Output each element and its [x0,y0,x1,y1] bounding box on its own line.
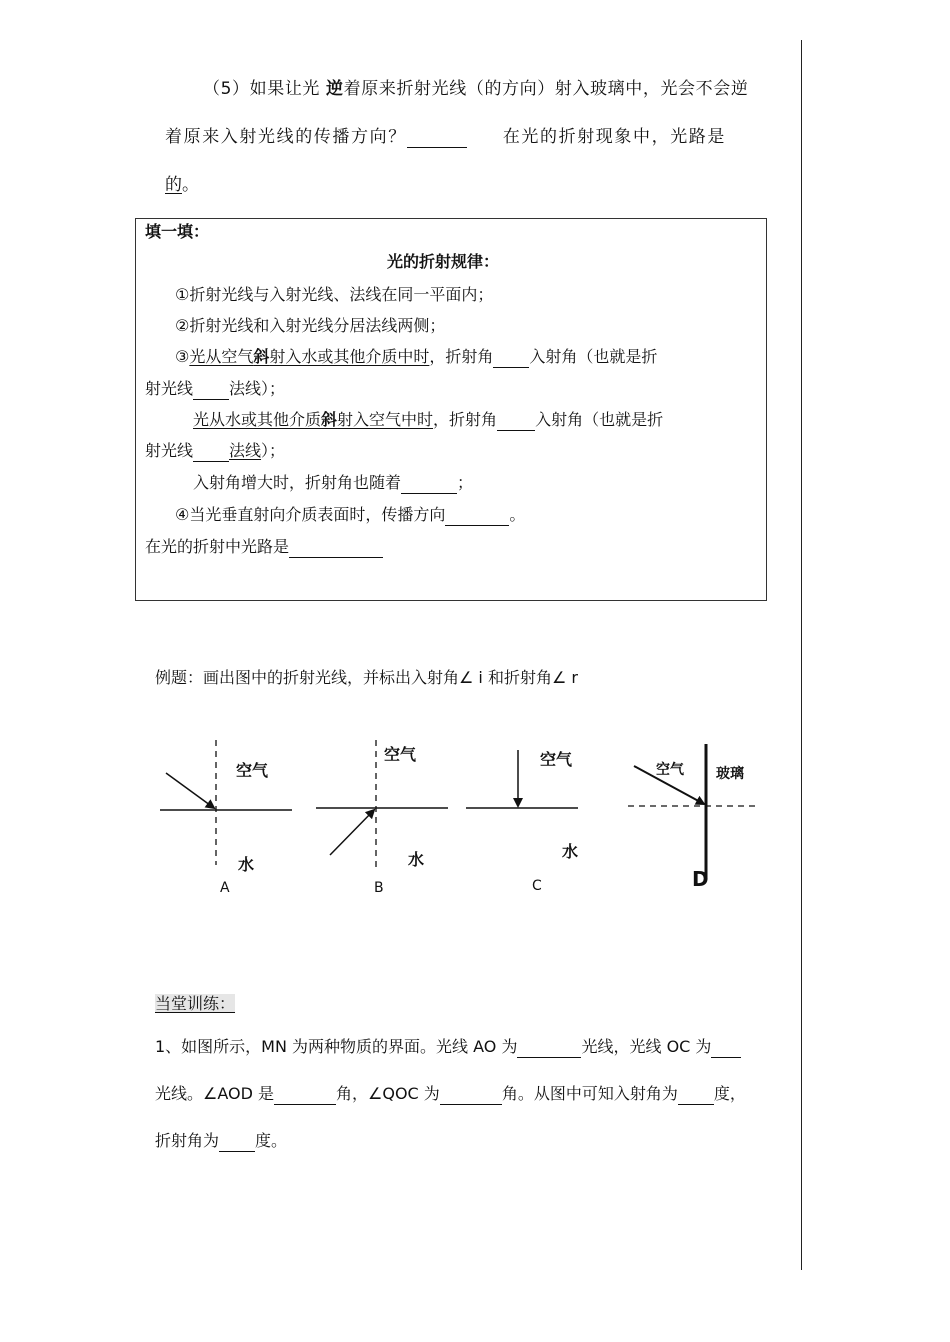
label-air-b: 空气 [384,745,417,764]
example-prompt: 例题：画出图中的折射光线，并标出入射角∠ i 和折射角∠ r [155,668,578,687]
practice-blank-6[interactable] [219,1133,255,1152]
rule-6-end: 。 [509,505,526,524]
q5-line-3 [165,174,199,196]
q5-line3-end: 。 [182,175,199,195]
rule-4-line2-b: 法线 [229,441,262,460]
rule-6-blank[interactable] [445,507,509,526]
rule-2: ②折射光线和入射光线分居法线两侧； [175,316,446,335]
label-air-a: 空气 [236,761,269,780]
q5-line2-text: 着原来入射光线的传播方向？ [165,127,407,147]
practice-l3-b: 度。 [255,1131,288,1150]
rule-3-underlined-a: 光从空气 [189,347,254,366]
label-c: C [532,878,542,894]
rule-5-text: 入射角增大时，折射角也随着 [193,473,402,492]
diagram-a [160,740,292,896]
rule-3-line-2 [145,378,285,400]
rule-3-text-b: 入射角（也就是折 [529,347,658,366]
practice-l2-a: 光线。∠AOD 是 [155,1084,275,1103]
practice-line-2 [155,1083,746,1105]
practice-l3-a: 折射角为 [155,1131,220,1150]
rule-5-end: ； [457,473,474,492]
practice-blank-2[interactable] [711,1039,741,1058]
rule-3-line2-b: 法线）； [229,379,286,398]
diagram-b [316,740,448,896]
q5-text-a: 如果让光 [249,79,327,99]
rule-3-bold: 斜 [253,347,270,366]
rule-7 [145,536,383,558]
diagram-c [466,750,578,894]
practice-l2-c: 角。从图中可知入射角为 [501,1084,678,1103]
label-air-c: 空气 [540,750,573,769]
diagram-d [628,744,760,891]
practice-l2-b: 角，∠QOC 为 [336,1084,440,1103]
rule-4-underlined-a: 光从水或其他介质 [193,410,322,429]
rule-4 [193,409,663,431]
practice-blank-1[interactable] [517,1039,581,1058]
q5-line-1 [203,78,748,100]
rule-4-text-a: ，折射角 [433,410,498,429]
practice-blank-4[interactable] [440,1086,502,1105]
margin-rule [801,40,802,1270]
rule-3 [175,346,657,368]
rule-4-bold: 斜 [321,410,338,429]
rule-3-text-a: ，折射角 [429,347,494,366]
rule-3-number: ③ [175,347,190,366]
rule-3-blank-1[interactable] [493,349,529,368]
refraction-diagrams [150,730,770,910]
practice-l1-b: 光线，光线 OC 为 [581,1037,712,1056]
label-water-b: 水 [408,850,425,869]
rule-5 [193,472,473,494]
rule-4-underlined-b: 射入空气中时 [337,410,434,429]
practice-line-1 [155,1036,741,1058]
rule-7-text: 在光的折射中光路是 [145,537,290,556]
q5-bold-word: 逆 [326,79,344,99]
label-water-a: 水 [238,855,255,874]
q5-line2-tail: 在光的折射现象中，光路是 [502,127,727,147]
practice-l1-a: 1、如图所示，MN 为两种物质的界面。光线 AO 为 [155,1037,518,1056]
rule-4-text-b: 入射角（也就是折 [535,410,664,429]
practice-heading-text: 当堂训练： [155,994,236,1013]
rule-4-line-2 [145,440,285,462]
rule-3-blank-2[interactable] [193,381,229,400]
rule-5-blank[interactable] [401,475,457,494]
rule-4-line2-c: ）； [261,441,286,460]
rule-6-text: ④当光垂直射向介质表面时，传播方向 [175,505,446,524]
practice-line-3 [155,1130,287,1152]
practice-l2-d: 度， [713,1084,746,1103]
rule-1: ①折射光线与入射光线、法线在同一平面内； [175,285,494,304]
rule-4-blank-1[interactable] [497,412,535,431]
incident-ray-b [330,810,374,855]
label-air-d: 空气 [656,762,684,778]
practice-blank-3[interactable] [274,1086,336,1105]
q5-text-b: 着原来折射光线（的方向）射入玻璃中，光会不会逆 [343,79,749,99]
rule-4-line2-a: 射光线 [145,441,194,460]
label-glass-d: 玻璃 [716,766,744,782]
q5-answer-blank[interactable] [407,129,467,148]
q5-line3-underlined: 的 [165,175,182,195]
label-d: D [692,867,709,891]
q5-number: （5） [203,79,250,99]
practice-heading [155,993,235,1015]
rule-3-underlined-b: 射入水或其他介质中时 [269,347,430,366]
label-b: B [374,880,384,896]
fill-title: 光的折射规律： [387,252,500,271]
rule-6 [175,504,525,526]
q5-line-2 [165,126,726,148]
rule-4-blank-2[interactable] [193,443,229,462]
practice-blank-5[interactable] [678,1086,714,1105]
incident-ray-a [166,773,214,808]
rule-7-blank[interactable] [289,539,383,558]
label-water-c: 水 [562,842,579,861]
rule-3-line2-a: 射光线 [145,379,194,398]
label-a: A [220,880,230,896]
fill-heading: 填一填： [145,222,210,241]
